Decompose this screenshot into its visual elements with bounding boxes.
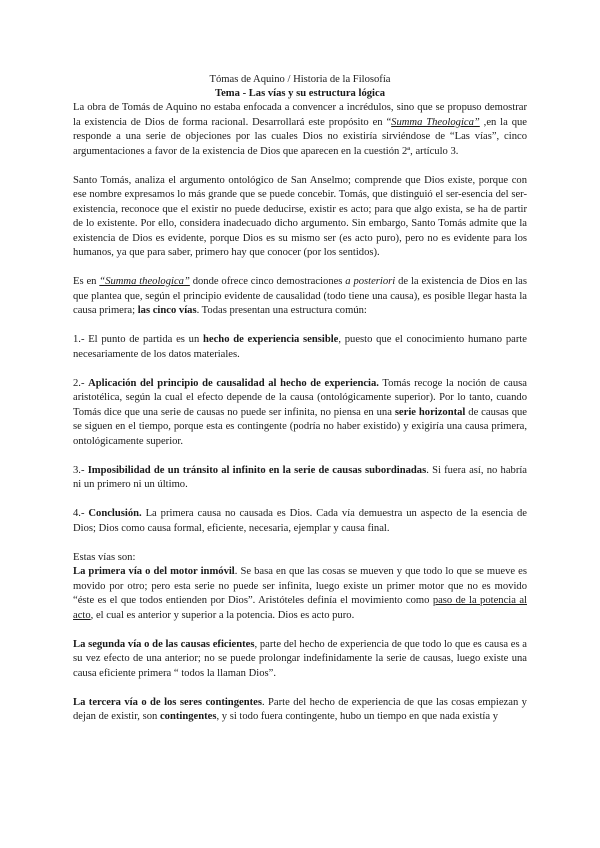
text-run: 4.- — [73, 508, 89, 519]
text-run: Es en — [73, 276, 100, 287]
structure-step-2 — [73, 377, 527, 450]
structure-step-1 — [73, 333, 527, 362]
text-run: La primera causa no causada es Dios. Cada vía demuestra un aspecto de la esencia de Dios; Dios como causa formal, eficiente, necesaria, ejemplar y causa final. — [73, 508, 527, 534]
text-run: Tomás recoge la noción de causa aristotélica, según la cual el efecto depende de la causa (ontológicamente superior). Por lo tanto, cuando Tomás dice que una serie de causas no puede ser infinita, no piensa en una — [73, 377, 527, 418]
step-1-term: hecho de experiencia sensible — [203, 334, 339, 345]
document-body — [73, 101, 527, 739]
summa-theologica-title: Summa Theologica” — [391, 116, 480, 128]
document-subtitle: Tema - Las vías y su estructura lógica — [215, 88, 385, 99]
text-run: donde ofrece cinco demostraciones — [189, 276, 346, 287]
cinco-vias-term: las cinco vías — [137, 305, 197, 316]
way-2-paragraph — [73, 638, 527, 682]
text-run: . Todas presentan una estructura común: — [196, 305, 367, 316]
text-run: , puesto que el conocimiento humano parte necesariamente de los datos materiales. — [73, 334, 527, 360]
text-run: , parte del hecho de experiencia de que todo lo que es causa es a su vez efecto de una anterior; no se puede prolongar indefinidamente la serie de causas, luego existe una causa eficiente primera “ todos la llaman Dios”. — [73, 638, 528, 679]
text-run: Santo Tomás, analiza el argumento ontológico de San Anselmo; comprende que Dios existe, porque con ese nombre expresamos lo más grande que se puede concebir. Tomás, que distinguió el ser-esencia del ser-existencia, reconoce que el existir no puede deducirse, existir es acto; para que algo exista, se ha de partir de lo existente. Por ello, considera inadecuado dicho argumento. Sin embargo, Santo Tomás admite que la existencia de Dios es evidente, porque Dios es su mismo ser (es acto puro), pero no es evidente para los humanos, ya que para saber, primero hay que conocer (por los sentidos). — [73, 174, 527, 258]
text-run: . Parte del hecho de experiencia de que las cosas empiezan y dejan de existir, son — [73, 696, 527, 722]
structure-step-4 — [73, 507, 527, 536]
text-run: 3.- — [73, 464, 88, 476]
serie-horizontal-term: serie horizontal — [394, 406, 466, 418]
text-run: de la existencia de Dios en las que plantea que, según el principio evidente de causalidad (todo tiene una causa), es posible llegar hasta la causa primera; — [73, 276, 527, 316]
text-run: de causas que se siguen en el tiempo, porque esta es contingente (podría no haber existido) y exigiría una causa primera, ontológicamente superior. — [73, 406, 527, 447]
way-3-title: La tercera vía o de los seres contingentes — [73, 696, 262, 708]
way-3-paragraph — [73, 696, 527, 725]
text-run: , el cual es anterior y superior a la potencia. Dios es acto puro. — [90, 609, 355, 621]
text-run: . Si fuera así, no habría ni un primero ni un último. — [73, 464, 527, 490]
way-1-paragraph — [73, 565, 527, 623]
text-run: Estas vías son: — [73, 551, 136, 563]
ways-list-intro — [73, 551, 527, 566]
paragraph-intro — [73, 101, 527, 159]
text-run: 1.- El punto de partida es un — [73, 334, 203, 345]
text-run: La obra de Tomás de Aquino no estaba enfocada a convencer a incrédulos, sino que se propuso demostrar la existencia de Dios de forma racional. Desarrollará este propósito en “ — [73, 102, 527, 128]
paragraph-five-ways-intro — [73, 275, 527, 319]
text-run: 2.- — [73, 377, 89, 389]
way-2-title: La segunda vía o de las causas eficientes — [73, 638, 255, 650]
text-run: , y si todo fuera contingente, hubo un tiempo en que nada existía y — [216, 711, 499, 722]
structure-step-3 — [73, 464, 527, 493]
paragraph-ontological-argument — [73, 174, 527, 261]
a-posteriori-term: a posteriori — [345, 276, 396, 287]
document-header — [0, 73, 600, 101]
step-4-term: Conclusión. — [88, 508, 142, 519]
potencia-acto-term: paso de la potencia al acto — [73, 595, 527, 621]
summa-theologica-title: “Summa theologica” — [99, 276, 190, 287]
step-3-term: Imposibilidad de un tránsito al infinito en la serie de causas subordinadas — [87, 464, 427, 476]
document-title: Tómas de Aquino / Historia de la Filosofía — [209, 74, 391, 85]
text-run: . Se basa en que las cosas se mueven y que todo lo que se mueve es movido por otro; pero esta serie no puede ser infinita, luego existe un primer motor que no es movido “éste es el que todos entienden por Dios”. Aristóteles definía el movimiento como — [73, 566, 527, 606]
contingentes-term: contingentes — [159, 711, 217, 722]
way-1-title: La primera vía o del motor inmóvil — [73, 566, 235, 577]
text-run: ,en la que responde a una serie de objeciones por las cuales Dios no existiría sirviéndose de “Las vías”, cinco argumentaciones a favor de la existencia de Dios que aparecen en la cuestión 2ª, artículo 3. — [73, 116, 527, 157]
step-2-term: Aplicación del principio de causalidad al hecho de experiencia. — [88, 377, 379, 389]
